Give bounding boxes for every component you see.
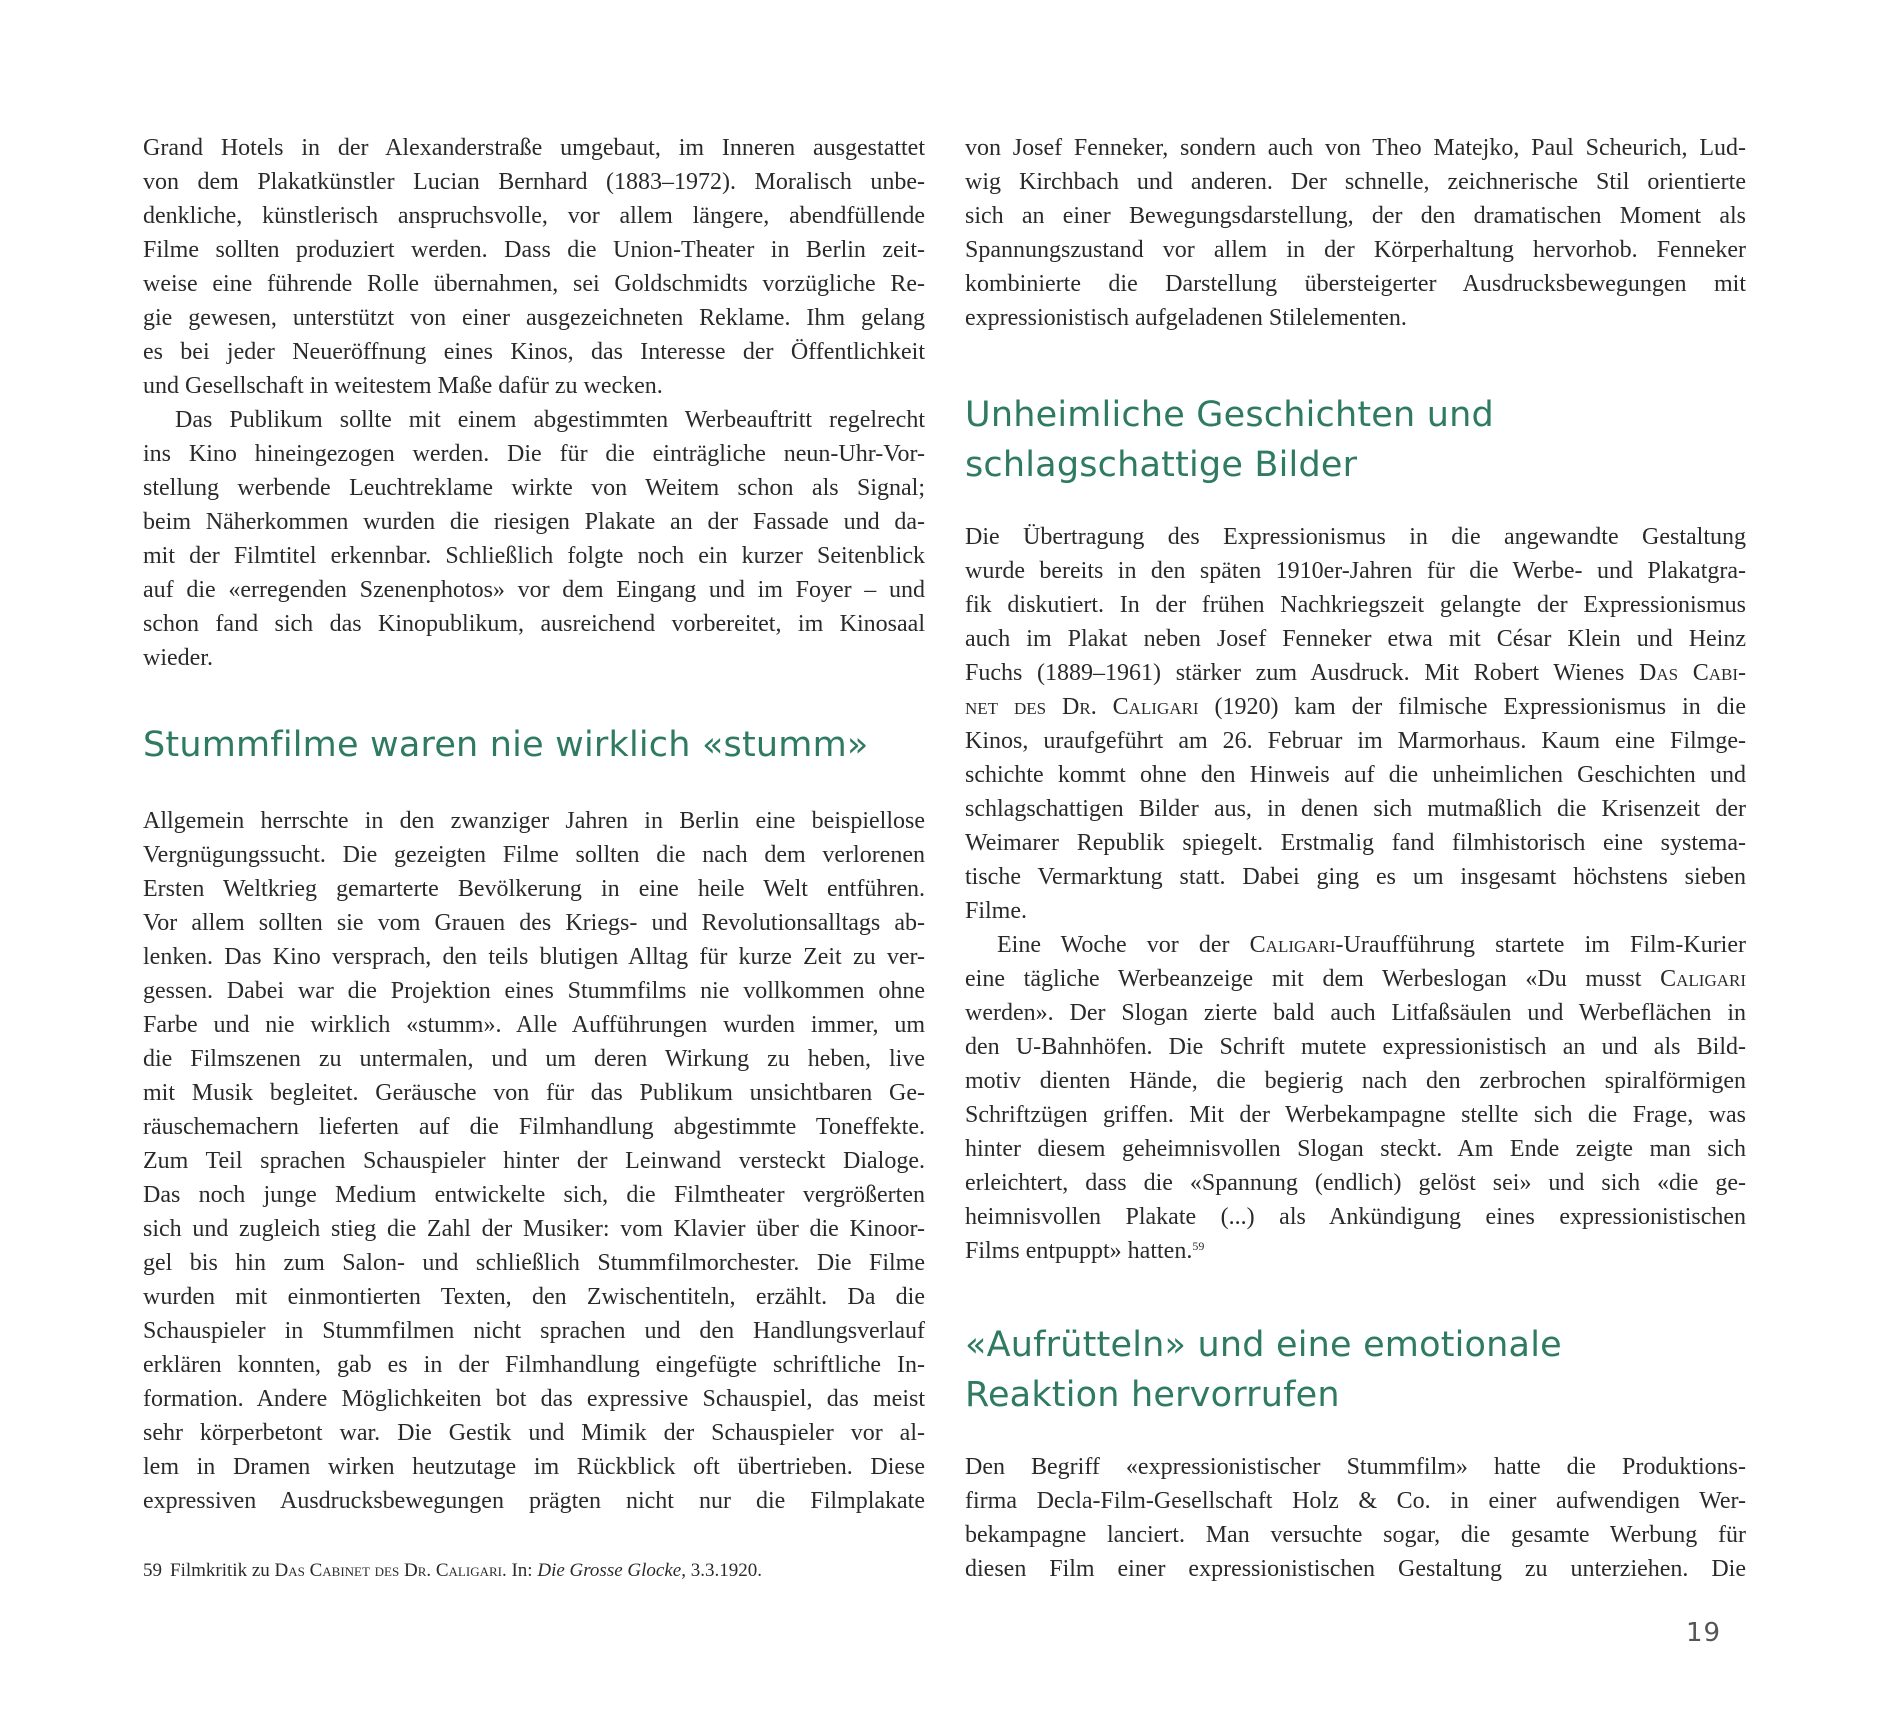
text-line: wurde bereits in den späten 1910er-Jahren für die Werbe- und Plakatgra- [965,558,1746,584]
text-line: Die Übertragung des Expressionismus in die angewandte Gestaltung [965,524,1746,550]
footnote-number: 59 [143,1560,162,1581]
text-line: fik diskutiert. In der frühen Nachkriegszeit gelangte der Expressionismus [965,592,1746,618]
text-line: hinter diesem geheimnisvollen Slogan steckt. Am Ende zeigte man sich [965,1136,1746,1162]
text-line: sich und zugleich stieg die Zahl der Musiker: vom Klavier über die Kinoor- [143,1216,925,1242]
text-line: Den Begriff «expressionistischer Stummfilm» hatte die Produktions- [965,1454,1746,1480]
text-line: auf die «erregenden Szenenphotos» vor dem Eingang und im Foyer – und [143,577,925,603]
text-line: Farbe und nie wirklich «stumm». Alle Aufführungen wurden immer, um [143,1012,925,1038]
text-line: sich an einer Bewegungsdarstellung, der den dramatischen Moment als [965,203,1746,229]
text-line: Eine Woche vor der Caligari-Uraufführung startete im Film-Kurier [997,932,1746,958]
text-line: Fuchs (1889–1961) stärker zum Ausdruck. Mit Robert Wienes Das Cabi- [965,660,1746,686]
paragraph [965,520,1746,928]
text-line: beim Näherkommen wurden die riesigen Plakate an der Fassade und da- [143,509,925,535]
film-title: Das Cabi- [1638,660,1746,686]
text-line: erleichtert, dass die «Spannung (endlich) gelöst sei» und sich «die ge- [965,1170,1746,1196]
section-heading [965,390,1494,490]
footnote-text: , 3.3.1920. [681,1560,762,1581]
paragraph [965,1450,1746,1586]
footnote-reference[interactable]: 59 [1192,1239,1205,1253]
text-line: Films entpuppt» hatten.$^{59}$ [965,1238,1205,1264]
film-title: net des Dr. Caligari [965,694,1199,720]
footnote [143,1558,762,1584]
text-line: schlagschattigen Bilder aus, in denen sich mutmaßlich die Krisenzeit der [965,796,1746,822]
text-line: gie gewesen, unterstützt von einer ausgezeichneten Reklame. Ihm gelang [143,305,925,331]
text-line: Schauspieler in Stummfilmen nicht sprachen und den Handlungsverlauf [143,1318,925,1344]
text-line: formation. Andere Möglichkeiten bot das expressive Schauspiel, das meist [143,1386,925,1412]
text-line: mit der Filmtitel erkennbar. Schließlich folgte noch ein kurzer Seitenblick [143,543,925,569]
text-line: net des Dr. Caligari (1920) kam der filmische Expressionismus in die [965,694,1746,720]
text-line: kombinierte die Darstellung übersteigerter Ausdrucksbewegungen mit [965,271,1746,297]
text-line: die Filmszenen zu untermalen, und um deren Wirkung zu heben, live [143,1046,925,1072]
text-line: Das Publikum sollte mit einem abgestimmten Werbeauftritt regelrecht [175,407,925,433]
section-heading [965,1320,1562,1420]
text-line: wieder. [143,645,213,671]
heading-line: Reaktion hervorrufen [965,1375,1340,1415]
page-number: 19 [1686,1618,1722,1648]
text-line: lenken. Das Kino versprach, den teils blutigen Alltag für kurze Zeit zu ver- [143,944,925,970]
text-line: Filme. [965,898,1028,924]
text-line: eine tägliche Werbeanzeige mit dem Werbeslogan «Du musst Caligari [965,966,1746,992]
footnote-text: Filmkritik zu [170,1560,275,1581]
text-line: erklären konnten, gab es in der Filmhandlung eingefügte schriftliche In- [143,1352,925,1378]
film-title: Caligari [1660,966,1746,992]
text-line: Zum Teil sprachen Schauspieler hinter der Leinwand versteckt Dialoge. [143,1148,925,1174]
section-heading: Stummfilme waren nie wirklich «stumm» [143,725,869,765]
text-line: expressionistisch aufgeladenen Stilelementen. [965,305,1407,331]
text-line: weise eine führende Rolle übernahmen, sei Goldschmidts vorzügliche Re- [143,271,925,297]
text-line: Vergnügungssucht. Die gezeigten Filme sollten die nach dem verlorenen [143,842,925,868]
paragraph [965,928,1746,1268]
text-line: Allgemein herrschte in den zwanziger Jahren in Berlin eine beispiellose [143,808,925,834]
text-line: ins Kino hineingezogen werden. Die für die einträgliche neun-Uhr-Vor- [143,441,925,467]
text-line: Kinos, uraufgeführt am 26. Februar im Marmorhaus. Kaum eine Filmge- [965,728,1746,754]
text-line: auch im Plakat neben Josef Fenneker etwa mit César Klein und Heinz [965,626,1746,652]
film-title: Caligari [1249,932,1336,958]
text-line: wurden mit einmontierten Texten, den Zwischentiteln, erzählt. Da die [143,1284,925,1310]
text-line: von dem Plakatkünstler Lucian Bernhard (1883–1972). Moralisch unbe- [143,169,925,195]
text-line: räuschemachern lieferten auf die Filmhandlung abgestimmte Toneffekte. [143,1114,925,1140]
text-line: motiv dienten Hände, die begierig nach den zerbrochen spiralförmigen [965,1068,1746,1094]
text-line: stellung werbende Leuchtreklame wirkte von Weitem schon als Signal; [143,475,925,501]
heading-line: «Aufrütteln» und eine emotionale [965,1325,1562,1365]
text-line: heimnisvollen Plakate (...) als Ankündigung eines expressionistischen [965,1204,1746,1230]
text-line: lem in Dramen wirken heutzutage im Rückblick oft übertrieben. Diese [143,1454,925,1480]
text-line: Schriftzügen griffen. Mit der Werbekampagne stellte sich die Frage, was [965,1102,1746,1128]
text-line: Vor allem sollten sie vom Grauen des Kriegs- und Revolutionsalltags ab- [143,910,925,936]
text-line: Weimarer Republik spiegelt. Erstmalig fand filmhistorisch eine systema- [965,830,1746,856]
film-title: Das Cabinet des Dr. Caligari [274,1560,502,1581]
heading-line: schlagschattige Bilder [965,445,1358,485]
text-line: tische Vermarktung statt. Dabei ging es um insgesamt höchstens sieben [965,864,1746,890]
footnote-text: . In: [501,1560,538,1581]
text-line: Spannungszustand vor allem in der Körperhaltung hervorhob. Fenneker [965,237,1746,263]
text-line: von Josef Fenneker, sondern auch von Theo Matejko, Paul Scheurich, Lud- [965,135,1746,161]
text-line: sehr körperbetont war. Die Gestik und Mimik der Schauspieler vor al- [143,1420,925,1446]
text-line: und Gesellschaft in weitestem Maße dafür zu wecken. [143,373,663,399]
text-line: Grand Hotels in der Alexanderstraße umgebaut, im Inneren ausgestattet [143,135,925,161]
text-line: bekampagne lanciert. Man versuchte sogar, die gesamte Werbung für [965,1522,1746,1548]
text-line: es bei jeder Neueröffnung eines Kinos, das Interesse der Öffentlichkeit [143,339,925,365]
text-line: diesen Film einer expressionistischen Gestaltung zu unterziehen. Die [965,1556,1746,1582]
text-line: expressiven Ausdrucksbewegungen prägten nicht nur die Filmplakate [143,1488,925,1514]
paragraph [143,403,925,675]
source-title: Die Grosse Glocke [537,1560,682,1581]
text-line: Filme sollten produziert werden. Dass die Union-Theater in Berlin zeit- [143,237,925,263]
text-line: werden». Der Slogan zierte bald auch Litfaßsäulen und Werbeflächen in [965,1000,1746,1026]
text-line: gel bis hin zum Salon- und schließlich Stummfilmorchester. Die Filme [143,1250,925,1276]
text-line: denkliche, künstlerisch anspruchsvolle, vor allem längere, abendfüllende [143,203,925,229]
paragraph [143,804,925,1518]
paragraph [965,131,1746,335]
text-line: schichte kommt ohne den Hinweis auf die unheimlichen Geschichten und [965,762,1746,788]
text-line: den U-Bahnhöfen. Die Schrift mutete expressionistisch an und als Bild- [965,1034,1746,1060]
heading-line: Unheimliche Geschichten und [965,395,1494,435]
text-line: Ersten Weltkrieg gemarterte Bevölkerung in eine heile Welt entführen. [143,876,925,902]
text-line: mit Musik begleitet. Geräusche von für das Publikum unsichtbaren Ge- [143,1080,925,1106]
text-line: Das noch junge Medium entwickelte sich, die Filmtheater vergrößerten [143,1182,925,1208]
text-line: firma Decla-Film-Gesellschaft Holz & Co. in einer aufwendigen Wer- [965,1488,1746,1514]
text-line: gessen. Dabei war die Projektion eines Stummfilms nie vollkommen ohne [143,978,925,1004]
text-line: schon fand sich das Kinopublikum, ausreichend vorbereitet, im Kinosaal [143,611,925,637]
text-line: wig Kirchbach und anderen. Der schnelle, zeichnerische Stil orientierte [965,169,1746,195]
paragraph [143,131,925,403]
